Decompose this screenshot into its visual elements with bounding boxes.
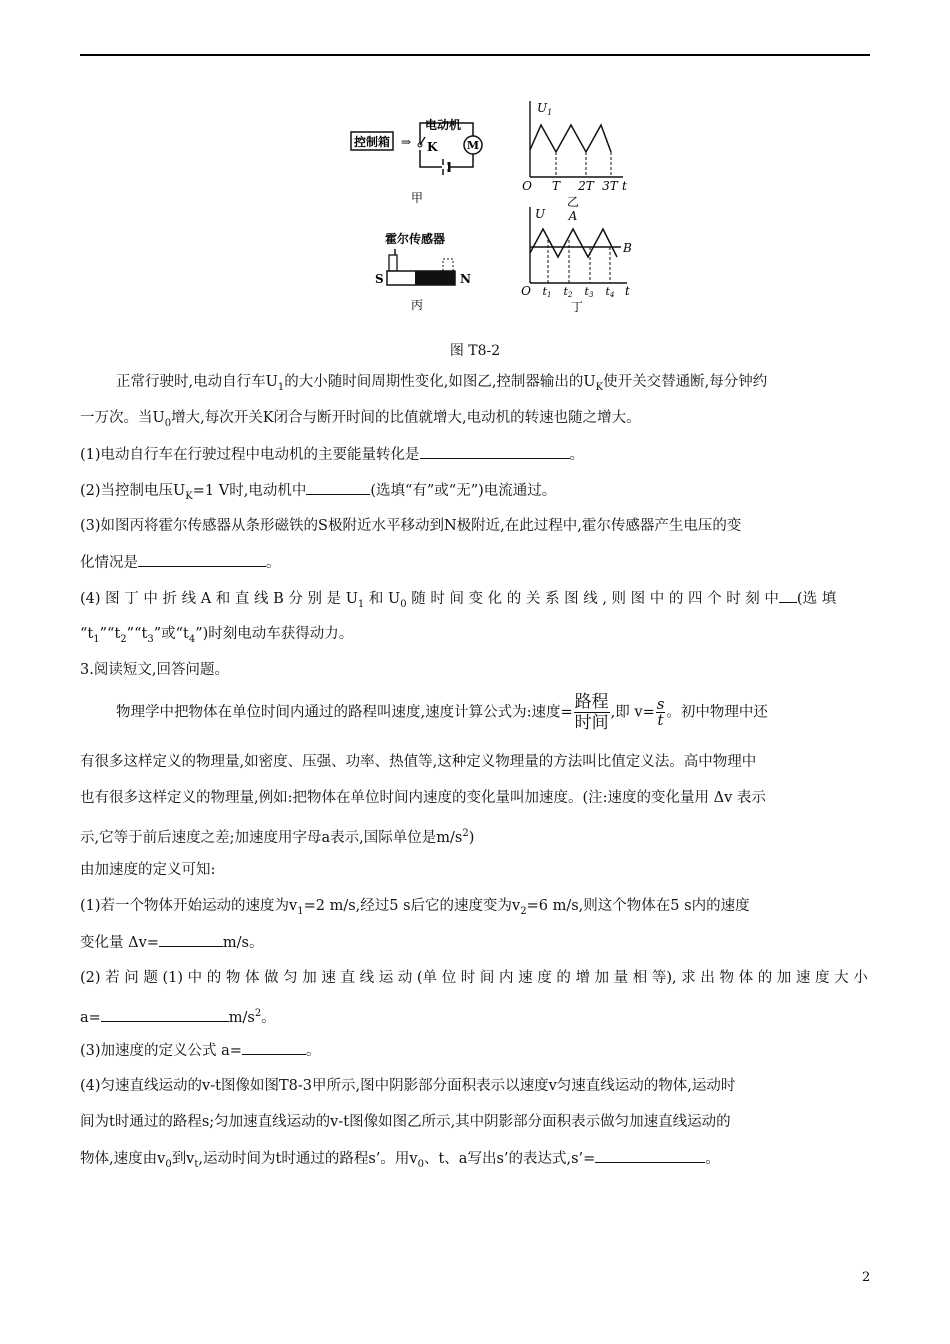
hall-sensor-ghost bbox=[443, 259, 453, 271]
answer-blank[interactable] bbox=[101, 1007, 229, 1022]
yi-origin: O bbox=[522, 179, 532, 193]
motor-symbol-label: M bbox=[466, 139, 480, 152]
accel-question-4: (4)匀速直线运动的v-t图像如图T8-3甲所示,图中阴影部分面积表示以速度v匀速直线运动的物体,运动时 bbox=[80, 1078, 736, 1094]
yi-tick-3T: 3T bbox=[602, 179, 618, 193]
accel-question-1: (1)若一个物体开始运动的速度为$v_1=2$ m/s,经过5 s后它的速度变为$v_2=6$ m/s,则这个物体在5 s内的速度 bbox=[80, 898, 750, 917]
sub-caption-jia: 甲 bbox=[410, 191, 424, 205]
reading-line: 也有很多这样定义的物理量,例如:把物体在单位时间内速度的变化量叫加速度。(注:速度的变化量用 Δv 表示 bbox=[80, 790, 766, 806]
reading-line: 有很多这样定义的物理量,如密度、压强、功率、热值等,这种定义物理量的方法叫比值定义法。高中物理中 bbox=[80, 754, 757, 770]
ding-curve-a bbox=[530, 229, 617, 257]
answer-blank[interactable] bbox=[159, 932, 223, 947]
figure-t8-2 bbox=[345, 95, 645, 320]
accel-question-4-cont: 间为t时通过的路程s;匀加速直线运动的v-t图像如图乙所示,其中阴影部分面积表示做匀加速直线运动的 bbox=[80, 1114, 731, 1130]
motor-label: 电动机 bbox=[425, 118, 462, 132]
answer-blank[interactable] bbox=[779, 588, 797, 603]
figure-caption: 图 T8-2 bbox=[449, 343, 501, 359]
header-rule bbox=[80, 54, 870, 56]
accel-question-3: (3)加速度的定义公式 a= 。 bbox=[80, 1040, 872, 1061]
hall-sensor bbox=[389, 255, 397, 271]
figure-drawing bbox=[345, 95, 645, 320]
ding-line-b-label: B bbox=[623, 241, 632, 255]
question-4-cont: “$t_1”“t_2”“t_3$”或“$t_4$”)时刻电动车获得动力。 bbox=[80, 626, 354, 645]
reading-line: 由加速度的定义可知: bbox=[80, 862, 216, 878]
section-3-title: 3.阅读短文,回答问题。 bbox=[80, 662, 229, 678]
magnet-pole-n: N bbox=[460, 272, 471, 286]
ding-tick-t3: t3 bbox=[584, 285, 594, 299]
paragraph-line: 正常行驶时,电动自行车$U_1$的大小随时间周期性变化,如图乙,控制器输出的$U_K$使开关交替通断,每分钟约 bbox=[116, 374, 768, 393]
question-3: (3)如图丙将霍尔传感器从条形磁铁的S极附近水平移动到N极附近,在此过程中,霍尔传感器产生电压的变 bbox=[80, 518, 742, 534]
ding-tick-t2: t2 bbox=[563, 285, 573, 299]
accel-question-2: (2) 若 问 题 (1) 中 的 物 体 做 匀 加 速 直 线 运 动 (单 位 时 间 内 速 度 的 增 加 量 相 等), 求 出 物 体 的 加 速 度 大 小 bbox=[80, 970, 868, 986]
answer-blank[interactable] bbox=[595, 1148, 705, 1163]
yi-y-label: $U_1$ bbox=[537, 101, 553, 117]
ding-x-label: t bbox=[625, 284, 630, 298]
question-2: (2)当控制电压$U_K=1$ V时,电动机中 (选填“有”或“无”)电流通过。 bbox=[80, 480, 872, 507]
question-1: (1)电动自行车在行驶过程中电动机的主要能量转化是 。 bbox=[80, 444, 872, 465]
reading-line: 物理学中把物体在单位时间内通过的路程叫速度,速度计算公式为:速度= $\frac{\text{路程}}{\text{时间}}$ ,即 v= $\frac{s}{t}$ 。初中物理中还 bbox=[116, 692, 768, 733]
ding-tick-t1: t1 bbox=[542, 285, 552, 299]
yi-tick-T: T bbox=[551, 179, 561, 193]
sub-caption-bing: 丙 bbox=[410, 298, 424, 312]
paragraph-line: 一万次。当$U_0$增大,每次开关K闭合与断开时间的比值就增大,电动机的转速也随之增大。 bbox=[80, 410, 641, 429]
answer-blank[interactable] bbox=[242, 1040, 306, 1055]
page-number: 2 bbox=[862, 1270, 871, 1285]
magnet-n-half bbox=[415, 271, 455, 285]
ding-curve-a-label: A bbox=[568, 209, 578, 223]
answer-blank[interactable] bbox=[420, 444, 570, 459]
switch-label: K bbox=[427, 140, 438, 154]
question-3-cont: 化情况是 。 bbox=[80, 552, 872, 573]
accel-question-4-cont: 物体,速度由$v_0$到$v_t$,运动时间为t时通过的路程s’。用$v_0$、t、a写出s’的表达式,s’= 。 bbox=[80, 1148, 872, 1175]
yi-waveform bbox=[530, 125, 611, 152]
question-4: (4) 图 丁 中 折 线 A 和 直 线 B 分 别 是 $U_1$ 和 $U_0$ 随 时 间 变 化 的 关 系 图 线 , 则 图 中 的 四 个 时 刻 中 (选 填 bbox=[80, 588, 872, 615]
answer-blank[interactable] bbox=[306, 480, 370, 495]
v-fraction: $\frac{s}{t}$ bbox=[656, 695, 665, 729]
sub-caption-yi: 乙 bbox=[566, 195, 580, 209]
accel-question-2-cont: $a= m/s^2$。 bbox=[80, 1008, 276, 1026]
ding-y-label: U bbox=[535, 207, 546, 221]
answer-blank[interactable] bbox=[138, 552, 266, 567]
sub-caption-ding: 丁 bbox=[570, 300, 584, 314]
yi-tick-2T: 2T bbox=[578, 179, 594, 193]
ding-tick-t4: t4 bbox=[605, 285, 615, 299]
ding-origin: O bbox=[521, 284, 531, 298]
yi-x-label: t bbox=[622, 179, 627, 193]
accel-question-1-cont: 变化量 Δv= m/s。 bbox=[80, 932, 872, 953]
control-box-label: 控制箱 bbox=[353, 135, 391, 149]
battery-gap bbox=[442, 165, 448, 169]
magnet-pole-s: S bbox=[375, 272, 384, 286]
hall-title: 霍尔传感器 bbox=[384, 232, 446, 246]
arrow-icon: ⇒ bbox=[401, 135, 412, 149]
speed-fraction: $\frac{\text{路程}}{\text{时间}}$ bbox=[574, 692, 609, 733]
reading-line: 示,它等于前后速度之差;加速度用字母a表示,国际单位是$m/s^2$) bbox=[80, 828, 475, 846]
